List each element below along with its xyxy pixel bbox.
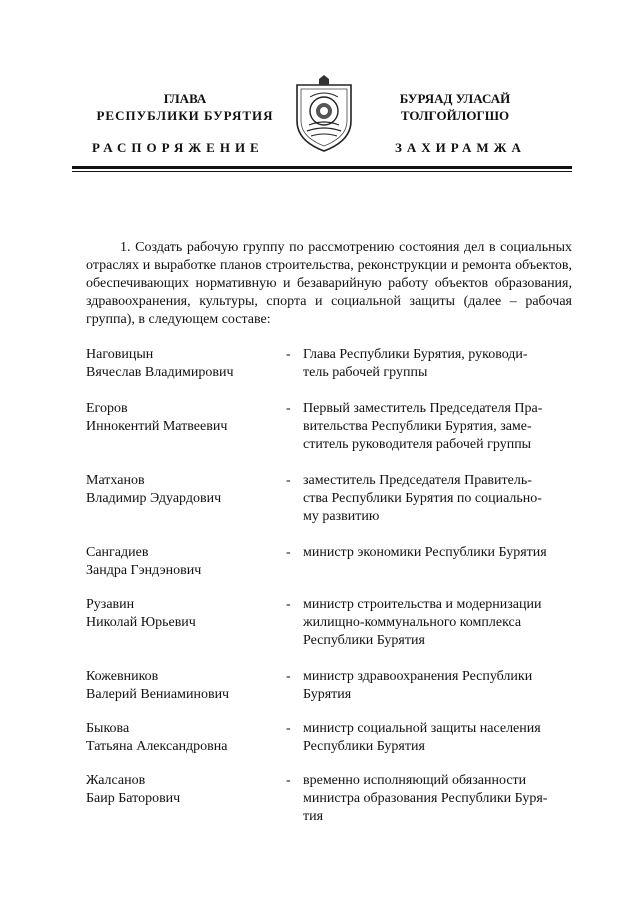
- member-role-line: ститель руководителя рабочей группы: [303, 437, 532, 452]
- member-role: [303, 668, 572, 704]
- member-role-line: тия: [303, 809, 324, 824]
- member-surname: Жалсанов: [86, 773, 146, 788]
- member-role-line: временно исполняющий обязанности: [303, 773, 527, 788]
- working-group-list: [86, 346, 572, 832]
- member-dash: -: [286, 401, 291, 416]
- member-dash: -: [286, 773, 291, 788]
- member-role-line: Республики Бурятия: [303, 739, 425, 754]
- order-paragraph: [86, 239, 572, 329]
- member-name: [86, 668, 276, 704]
- member-dash: -: [286, 545, 291, 560]
- header-right-subtitle: ТОЛГОЙЛОГШО: [400, 108, 510, 123]
- member-name: [86, 772, 276, 808]
- member-role: [303, 544, 572, 562]
- member-dash: -: [286, 473, 291, 488]
- member-name: [86, 544, 276, 580]
- member-given-name: Татьяна Александровна: [86, 739, 228, 754]
- member-role-line: ства Республики Бурятия по социально-: [303, 491, 542, 506]
- member-given-name: Владимир Эдуардович: [86, 491, 222, 506]
- header-right-title: БУРЯАД УЛАСАЙ: [399, 91, 511, 106]
- order-title-ru: РАСПОРЯЖЕНИЕ: [92, 140, 264, 155]
- member-role-line: му развитию: [303, 509, 380, 524]
- member-given-name: Вячеслав Владимирович: [86, 365, 234, 380]
- member-row: [86, 400, 572, 472]
- member-surname: Егоров: [86, 401, 128, 416]
- member-role-line: тель рабочей группы: [303, 365, 428, 380]
- member-name: [86, 400, 276, 436]
- member-role-line: Республики Бурятия: [303, 633, 425, 648]
- member-given-name: Баир Баторович: [86, 791, 181, 806]
- member-role-line: Бурятия: [303, 687, 352, 702]
- member-role-line: Глава Республики Бурятия, руководи-: [303, 347, 528, 362]
- member-role-line: вительства Республики Бурятия, заме-: [303, 419, 532, 434]
- member-role-line: министр социальной защиты населения: [303, 721, 541, 736]
- member-role: [303, 772, 572, 826]
- member-name: [86, 720, 276, 756]
- member-role: [303, 720, 572, 756]
- member-row: [86, 544, 572, 596]
- member-dash: -: [286, 669, 291, 684]
- member-row: [86, 596, 572, 668]
- member-surname: Кожевников: [86, 669, 159, 684]
- member-name: [86, 596, 276, 632]
- member-row: [86, 668, 572, 720]
- header-rule-thick: [72, 166, 572, 169]
- header-left-title: ГЛАВА: [163, 91, 207, 106]
- member-role-line: министр здравоохранения Республики: [303, 669, 533, 684]
- member-row: [86, 472, 572, 544]
- member-row: [86, 720, 572, 772]
- member-given-name: Иннокентий Матвеевич: [86, 419, 228, 434]
- member-role-line: министра образования Республики Буря-: [303, 791, 548, 806]
- member-role-line: заместитель Председателя Правитель-: [303, 473, 532, 488]
- member-surname: Наговицын: [86, 347, 154, 362]
- member-role: [303, 472, 572, 526]
- member-surname: Матханов: [86, 473, 145, 488]
- member-role-line: министр строительства и модернизации: [303, 597, 542, 612]
- header-right: [350, 90, 560, 124]
- coat-of-arms-icon: [293, 75, 355, 153]
- order-paragraph-text: 1. Создать рабочую группу по рассмотрению состояния дел в социальных отраслях и выработке планов строительства, реконструкции и ремонта объектов, обеспечивающих нормативную и безаварийную работу объектов образования, здравоохранения, культуры, спорта и социальной защиты (далее – рабочая группа), в следующем составе:: [86, 240, 572, 327]
- member-row: [86, 346, 572, 400]
- member-surname: Рузавин: [86, 597, 135, 612]
- member-role-line: Первый заместитель Председателя Пра-: [303, 401, 543, 416]
- member-row: [86, 772, 572, 832]
- member-name: [86, 472, 276, 508]
- member-given-name: Николай Юрьевич: [86, 615, 196, 630]
- member-surname: Сангадиев: [86, 545, 149, 560]
- order-title-bua: ЗАХИРАМЖА: [395, 140, 526, 155]
- member-role: [303, 400, 572, 454]
- member-dash: -: [286, 597, 291, 612]
- member-given-name: Зандра Гэндэнович: [86, 563, 202, 578]
- header-left-subtitle: РЕСПУБЛИКИ БУРЯТИЯ: [96, 108, 274, 123]
- header-left: [80, 90, 290, 124]
- member-given-name: Валерий Вениаминович: [86, 687, 230, 702]
- member-role: [303, 346, 572, 382]
- member-dash: -: [286, 347, 291, 362]
- member-role-line: жилищно-коммунального комплекса: [303, 615, 522, 630]
- member-dash: -: [286, 721, 291, 736]
- member-name: [86, 346, 276, 382]
- header-rule-thin: [72, 171, 572, 172]
- member-surname: Быкова: [86, 721, 130, 736]
- member-role: [303, 596, 572, 650]
- member-role-line: министр экономики Республики Бурятия: [303, 545, 547, 560]
